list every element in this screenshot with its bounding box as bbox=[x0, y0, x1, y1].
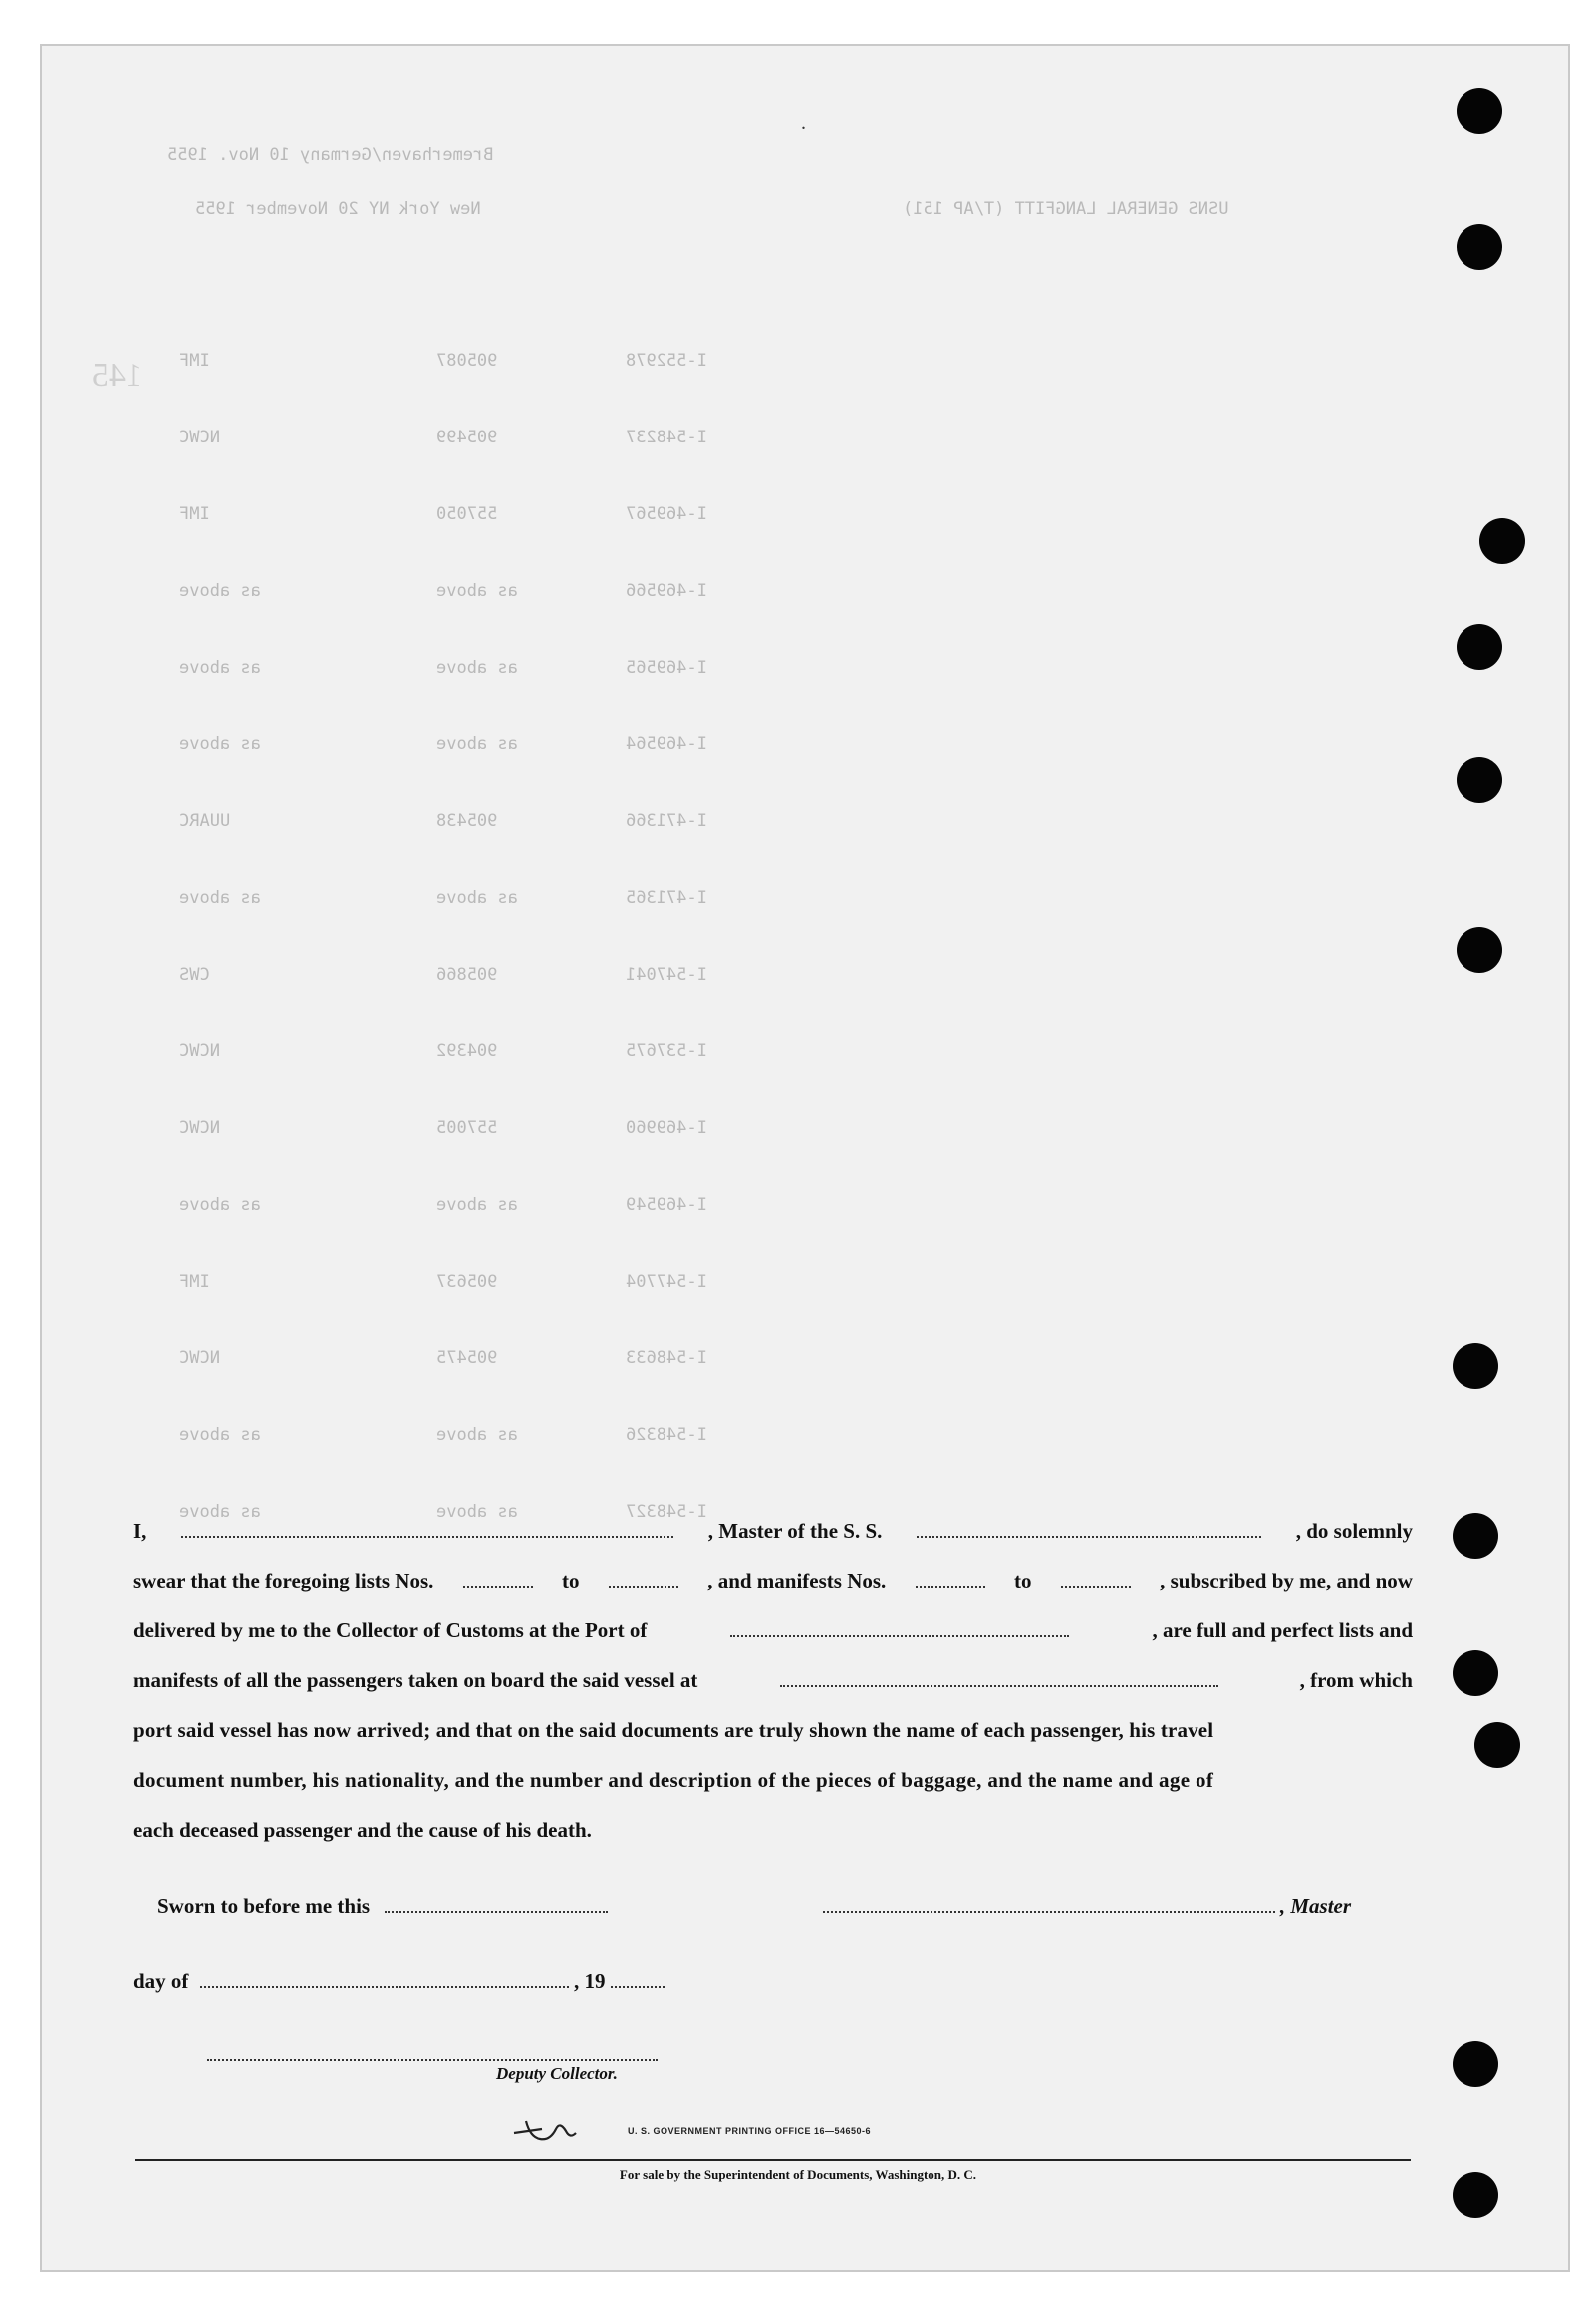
bleed-row-col2: as above bbox=[436, 1502, 518, 1522]
bleed-row-col1: NCWC bbox=[179, 1041, 220, 1061]
bleed-row-col3: I-548237 bbox=[626, 428, 707, 447]
bleed-row-col2: 905475 bbox=[436, 1348, 498, 1368]
oath-line-1 bbox=[133, 1518, 1413, 1544]
bleed-row-col2: 904392 bbox=[436, 1041, 498, 1061]
bleed-row-col1: NCWC bbox=[179, 1348, 220, 1368]
bleed-row-col1: UUARC bbox=[179, 811, 231, 831]
bleed-row-col1: as above bbox=[179, 581, 261, 601]
binder-hole bbox=[1457, 624, 1502, 670]
footer-text: For sale by the Superintendent of Documents, Washington, D. C. bbox=[619, 2167, 977, 2182]
oath-line-6: document number, his nationality, and the number and description of the pieces of baggage, and the name and age of bbox=[133, 1768, 1214, 1792]
bleed-row-col1: NCWC bbox=[179, 1118, 220, 1138]
sworn-date-field[interactable] bbox=[385, 1893, 608, 1913]
stray-mark: . bbox=[801, 112, 806, 134]
bleed-row-col2: as above bbox=[436, 1425, 518, 1445]
bleed-row-col3: I-469567 bbox=[626, 504, 707, 524]
binder-hole bbox=[1479, 518, 1525, 564]
bleed-row-col3: I-548326 bbox=[626, 1425, 707, 1445]
binder-hole bbox=[1457, 927, 1502, 973]
bleed-row-col2: 905637 bbox=[436, 1272, 498, 1292]
gpo-imprint: U. S. GOVERNMENT PRINTING OFFICE 16—54650-6 bbox=[628, 2126, 872, 2136]
oath-line-2-to1: to bbox=[562, 1569, 580, 1592]
lists-from-field[interactable] bbox=[463, 1568, 533, 1588]
bleed-row-col1: as above bbox=[179, 1502, 261, 1522]
bleed-row-col1: IMF bbox=[179, 1272, 210, 1292]
handwritten-mark-icon bbox=[506, 2107, 626, 2147]
oath-line-2-start: swear that the foregoing lists Nos. bbox=[133, 1569, 434, 1592]
bleed-row-col3: I-471365 bbox=[626, 888, 707, 908]
oath-line-4 bbox=[133, 1667, 1413, 1693]
oath-line-2-end: , subscribed by me, and now bbox=[1160, 1569, 1413, 1592]
bleed-row-col3: I-469960 bbox=[626, 1118, 707, 1138]
oath-line-1-end: , do solemnly bbox=[1295, 1519, 1413, 1543]
ship-name-field[interactable] bbox=[917, 1518, 1261, 1538]
oath-line-4-end: , from which bbox=[1299, 1668, 1413, 1692]
bleed-row-col1: as above bbox=[179, 734, 261, 754]
binder-hole bbox=[1457, 88, 1502, 134]
bleed-row-col2: as above bbox=[436, 734, 518, 754]
year-label: , 19 bbox=[573, 1969, 606, 1993]
day-of-field[interactable] bbox=[200, 1968, 569, 1988]
bleed-row-col1: IMF bbox=[179, 351, 210, 371]
bleed-row-col3: I-469549 bbox=[626, 1195, 707, 1215]
oath-line-1-start: I, bbox=[133, 1519, 147, 1543]
bleed-row-col3: I-548633 bbox=[626, 1348, 707, 1368]
binder-hole bbox=[1457, 757, 1502, 803]
deputy-collector-label: Deputy Collector. bbox=[496, 2064, 618, 2083]
bleed-row-col2: 905087 bbox=[436, 351, 498, 371]
manifests-to-field[interactable] bbox=[1061, 1568, 1131, 1588]
master-signature-field[interactable] bbox=[823, 1893, 1275, 1913]
deputy-signature-line[interactable] bbox=[207, 2057, 658, 2061]
bleed-row-col3: I-552978 bbox=[626, 351, 707, 371]
bleed-row-col3: I-547704 bbox=[626, 1272, 707, 1292]
oath-line-4-start: manifests of all the passengers taken on board the said vessel at bbox=[133, 1668, 698, 1692]
bleed-row-col1: as above bbox=[179, 888, 261, 908]
oath-line-3-end: , are full and perfect lists and bbox=[1152, 1618, 1413, 1642]
day-of-label: day of bbox=[133, 1969, 189, 1993]
port-field[interactable] bbox=[730, 1617, 1069, 1637]
oath-line-3-start: delivered by me to the Collector of Customs at the Port of bbox=[133, 1618, 648, 1642]
binder-hole bbox=[1453, 2041, 1498, 2087]
bleed-row-col2: 905438 bbox=[436, 811, 498, 831]
oath-line-2-manifests: , and manifests Nos. bbox=[707, 1569, 887, 1592]
lists-to-field[interactable] bbox=[609, 1568, 678, 1588]
oath-line-1-middle: , Master of the S. S. bbox=[707, 1519, 883, 1543]
bleed-row-col1: NCWC bbox=[179, 428, 220, 447]
oath-line-5: port said vessel has now arrived; and that on the said documents are truly shown the name of each passenger, his travel bbox=[133, 1718, 1214, 1742]
bleed-row-col3: I-471366 bbox=[626, 811, 707, 831]
master-name-field[interactable] bbox=[181, 1518, 673, 1538]
bleed-row-col3: I-548327 bbox=[626, 1502, 707, 1522]
bleed-row-col3: I-537675 bbox=[626, 1041, 707, 1061]
binder-hole bbox=[1457, 224, 1502, 270]
bleed-row-col3: I-547041 bbox=[626, 965, 707, 985]
embark-port-field[interactable] bbox=[780, 1667, 1218, 1687]
bleed-header-left2: New York NY 20 November 1955 bbox=[195, 199, 481, 219]
sworn-line bbox=[157, 1893, 1413, 1919]
year-field[interactable] bbox=[611, 1968, 665, 1988]
binder-hole bbox=[1453, 1650, 1498, 1696]
bleed-row-col2: as above bbox=[436, 581, 518, 601]
master-label: , Master bbox=[1279, 1894, 1352, 1918]
binder-hole bbox=[1453, 1513, 1498, 1559]
bleed-row-col2: 557050 bbox=[436, 504, 498, 524]
bleed-row-col1: IMF bbox=[179, 504, 210, 524]
bleed-row-col1: CWS bbox=[179, 965, 210, 985]
bleed-row-col1: as above bbox=[179, 658, 261, 678]
bleed-row-col2: 557005 bbox=[436, 1118, 498, 1138]
bleed-row-col2: as above bbox=[436, 1195, 518, 1215]
bleed-row-col2: 905499 bbox=[436, 428, 498, 447]
bleed-row-col2: as above bbox=[436, 888, 518, 908]
bleed-row-col3: I-469566 bbox=[626, 581, 707, 601]
binder-hole bbox=[1474, 1722, 1520, 1768]
oath-line-7: each deceased passenger and the cause of his death. bbox=[133, 1818, 592, 1842]
document-page bbox=[40, 44, 1570, 2272]
day-of-line bbox=[133, 1968, 1413, 1994]
sworn-label: Sworn to before me this bbox=[157, 1894, 371, 1918]
bleed-header-left: Bremerhaven/Germany 10 Nov. 1955 bbox=[167, 145, 494, 165]
bleed-page-number: 145 bbox=[92, 357, 142, 394]
binder-hole bbox=[1453, 1343, 1498, 1389]
bleed-row-col3: I-469564 bbox=[626, 734, 707, 754]
bottom-rule bbox=[135, 2159, 1411, 2161]
bleed-row-col2: as above bbox=[436, 658, 518, 678]
bleed-row-col3: I-469565 bbox=[626, 658, 707, 678]
oath-line-2 bbox=[133, 1568, 1413, 1593]
manifests-from-field[interactable] bbox=[916, 1568, 985, 1588]
bleed-row-col1: as above bbox=[179, 1425, 261, 1445]
oath-line-2-to2: to bbox=[1013, 1569, 1032, 1592]
bleed-row-col2: 905866 bbox=[436, 965, 498, 985]
bleed-header-right: USNS GENERAL LANGFITT (T/AP 151) bbox=[903, 199, 1229, 219]
bleed-row-col1: as above bbox=[179, 1195, 261, 1215]
oath-line-3 bbox=[133, 1617, 1413, 1643]
